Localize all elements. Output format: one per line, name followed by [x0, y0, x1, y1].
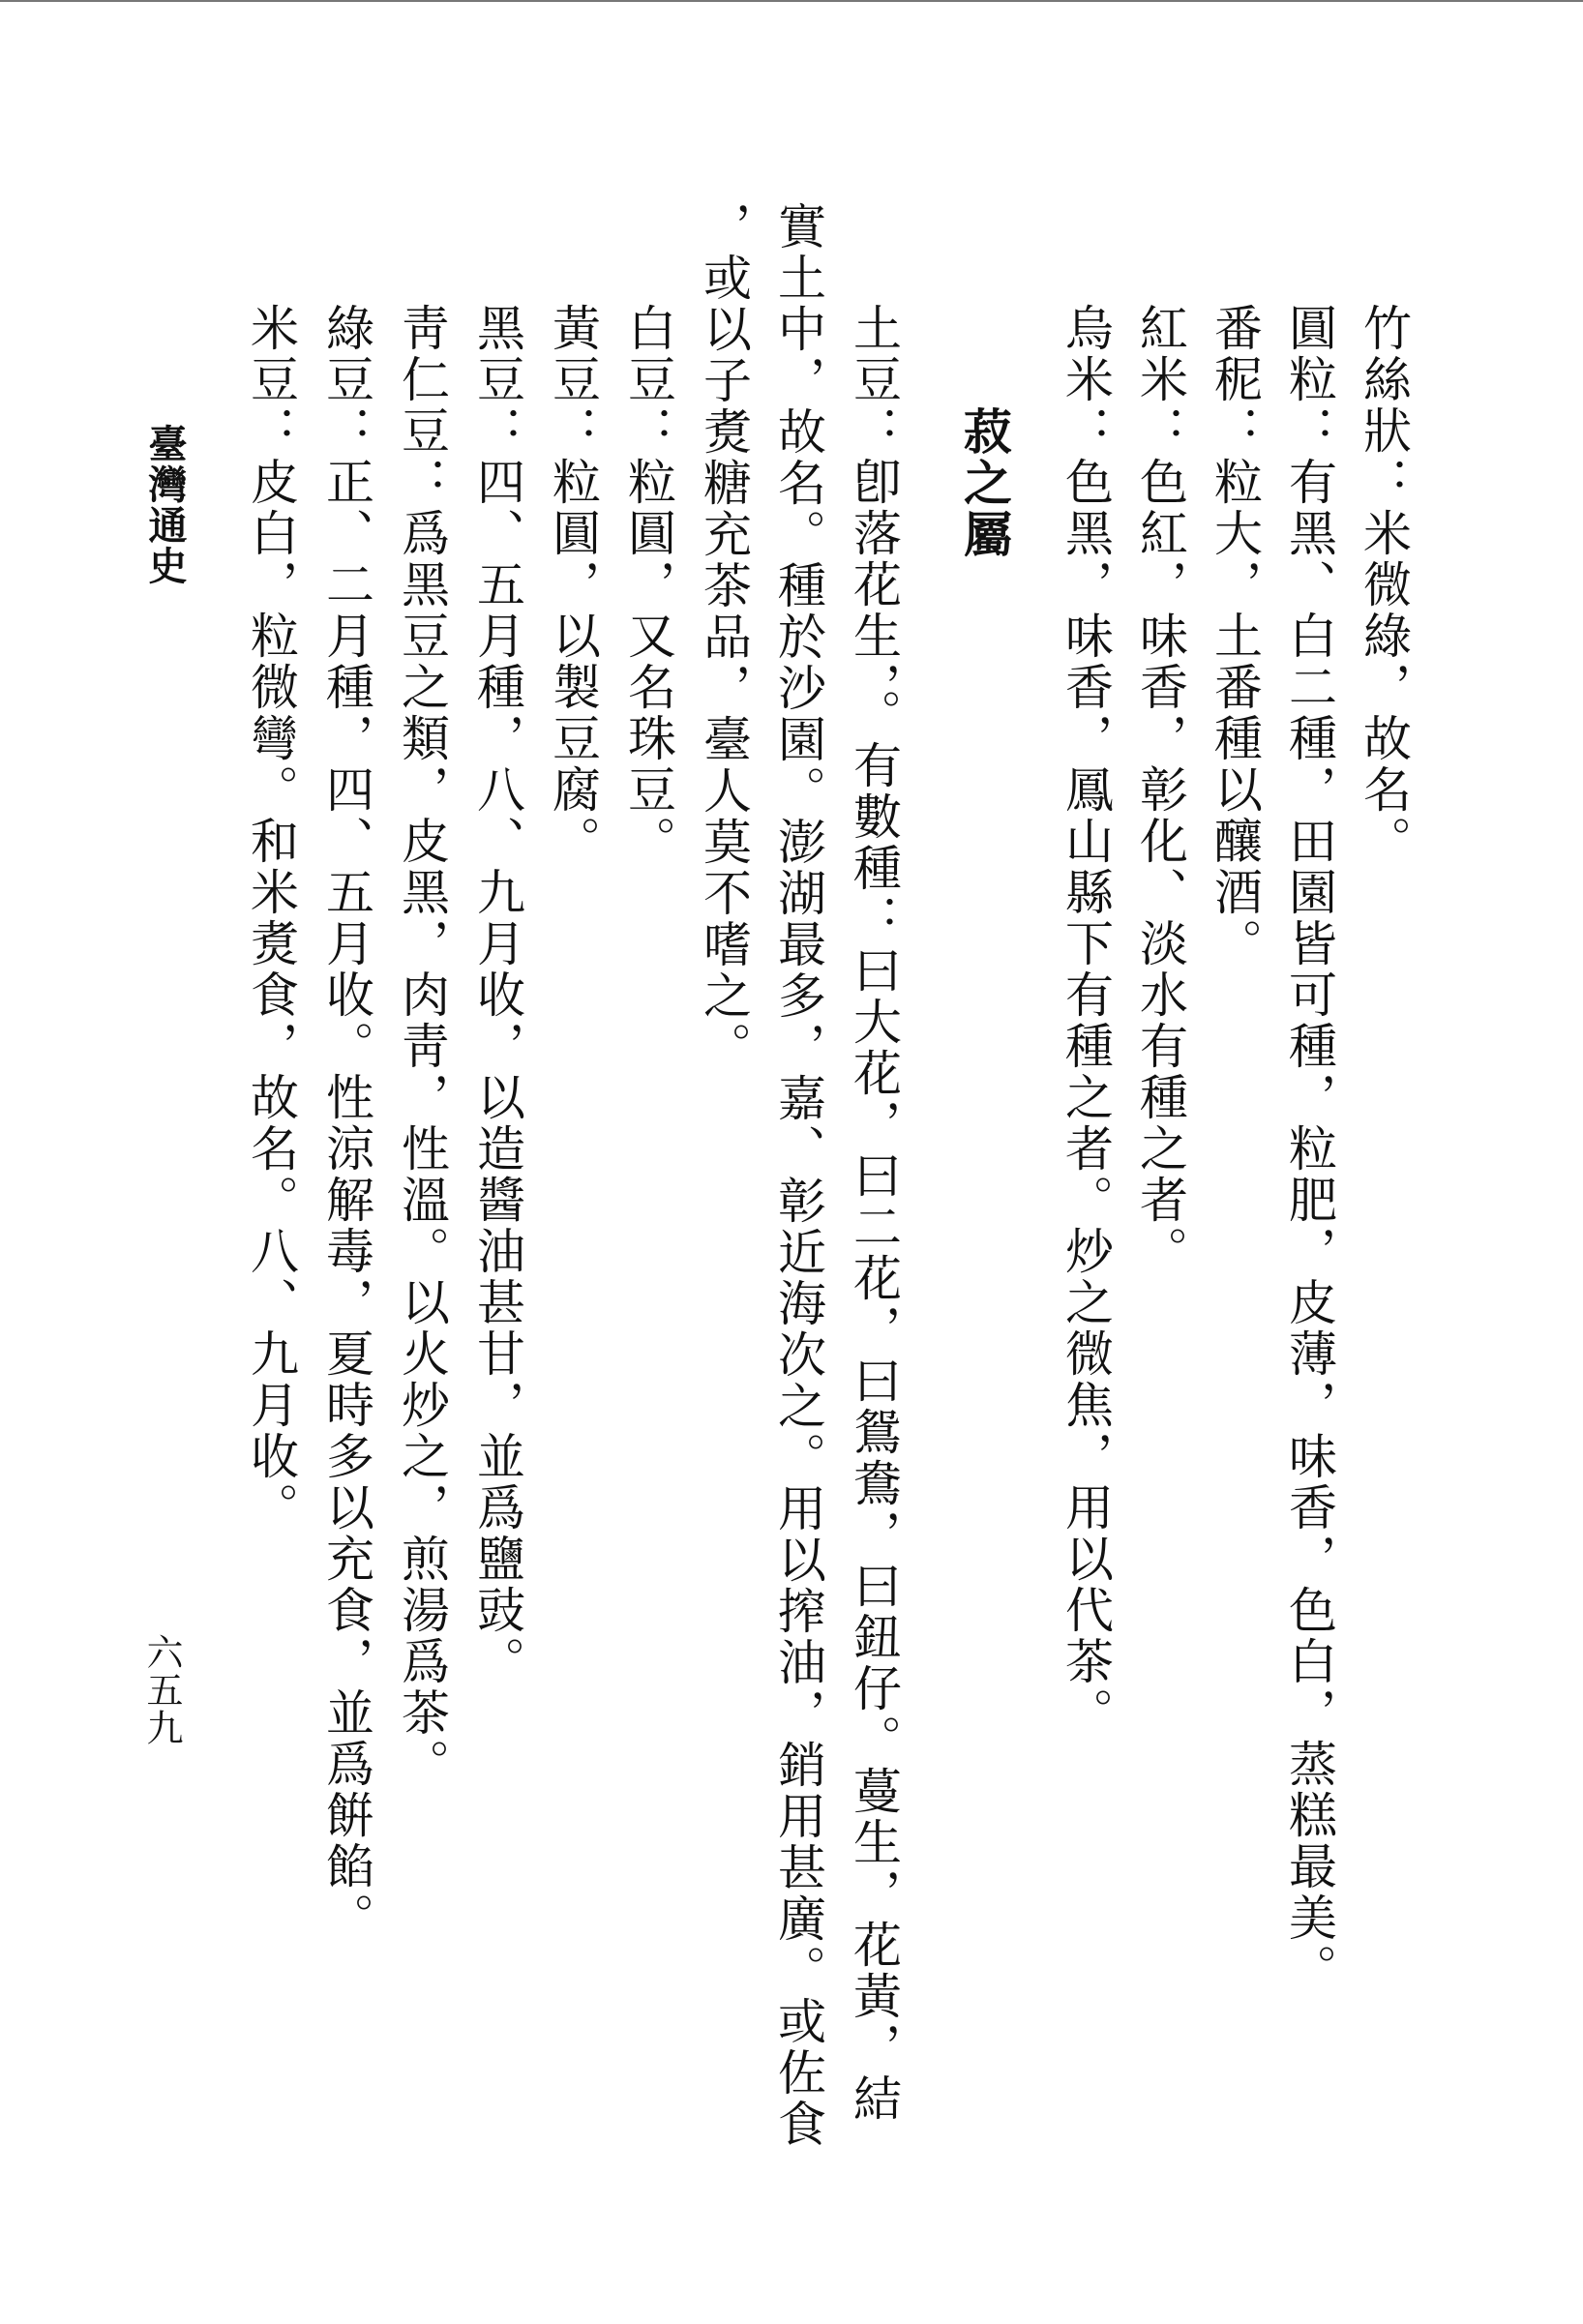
text-column-2: 圓粒：有黑、白二種，田園皆可種，粒肥，皮薄，味香，色白，蒸糕最美。	[1281, 303, 1337, 1995]
running-title: 臺灣通史	[142, 424, 188, 586]
text-column-13: 靑仁豆：爲黑豆之類，皮黑，肉靑，性溫。以火炒之，煎湯爲茶。	[394, 303, 450, 1790]
text-column-7: 土豆：卽落花生，。有數種：曰大花，曰二花，曰鴛鴦，曰鈕仔。蔓生，花黃，結	[846, 303, 902, 2125]
page-number: 六五九	[140, 1633, 183, 1746]
text-column-8: 實土中，故名。種於沙園。澎湖最多，嘉、彰近海次之。用以搾油，銷用甚廣。或佐食	[770, 201, 826, 2150]
text-column-1: 竹絲狀：米微綠，故名。	[1356, 303, 1412, 867]
text-column-5: 烏米：色黑，味香，鳳山縣下有種之者。炒之微焦，用以代茶。	[1058, 303, 1114, 1739]
text-column-15: 米豆：皮白，粒微彎。和米煑食，故名。八、九月收。	[243, 303, 299, 1534]
top-edge-rule	[0, 0, 1583, 2]
text-column-14: 綠豆：正、二月種，四、五月收。性涼解毒，夏時多以充食，並爲餠餡。	[318, 303, 374, 1944]
text-column-4: 紅米：色紅，味香，彰化、淡水有種之者。	[1132, 303, 1188, 1277]
text-column-3: 番秜：粒大，土番種以釀酒。	[1207, 303, 1263, 969]
text-column-9: ，或以子煑糖充茶品，臺人莫不嗜之。	[696, 201, 752, 1073]
section-heading: 菽之屬	[956, 406, 1013, 560]
text-column-11: 黃豆：粒圓，以製豆腐。	[545, 303, 601, 867]
text-column-10: 白豆：粒圓，又名珠豆。	[620, 303, 676, 867]
text-column-12: 黑豆：四、五月種，八、九月收，以造醬油甚甘，並爲鹽豉。	[469, 303, 525, 1687]
